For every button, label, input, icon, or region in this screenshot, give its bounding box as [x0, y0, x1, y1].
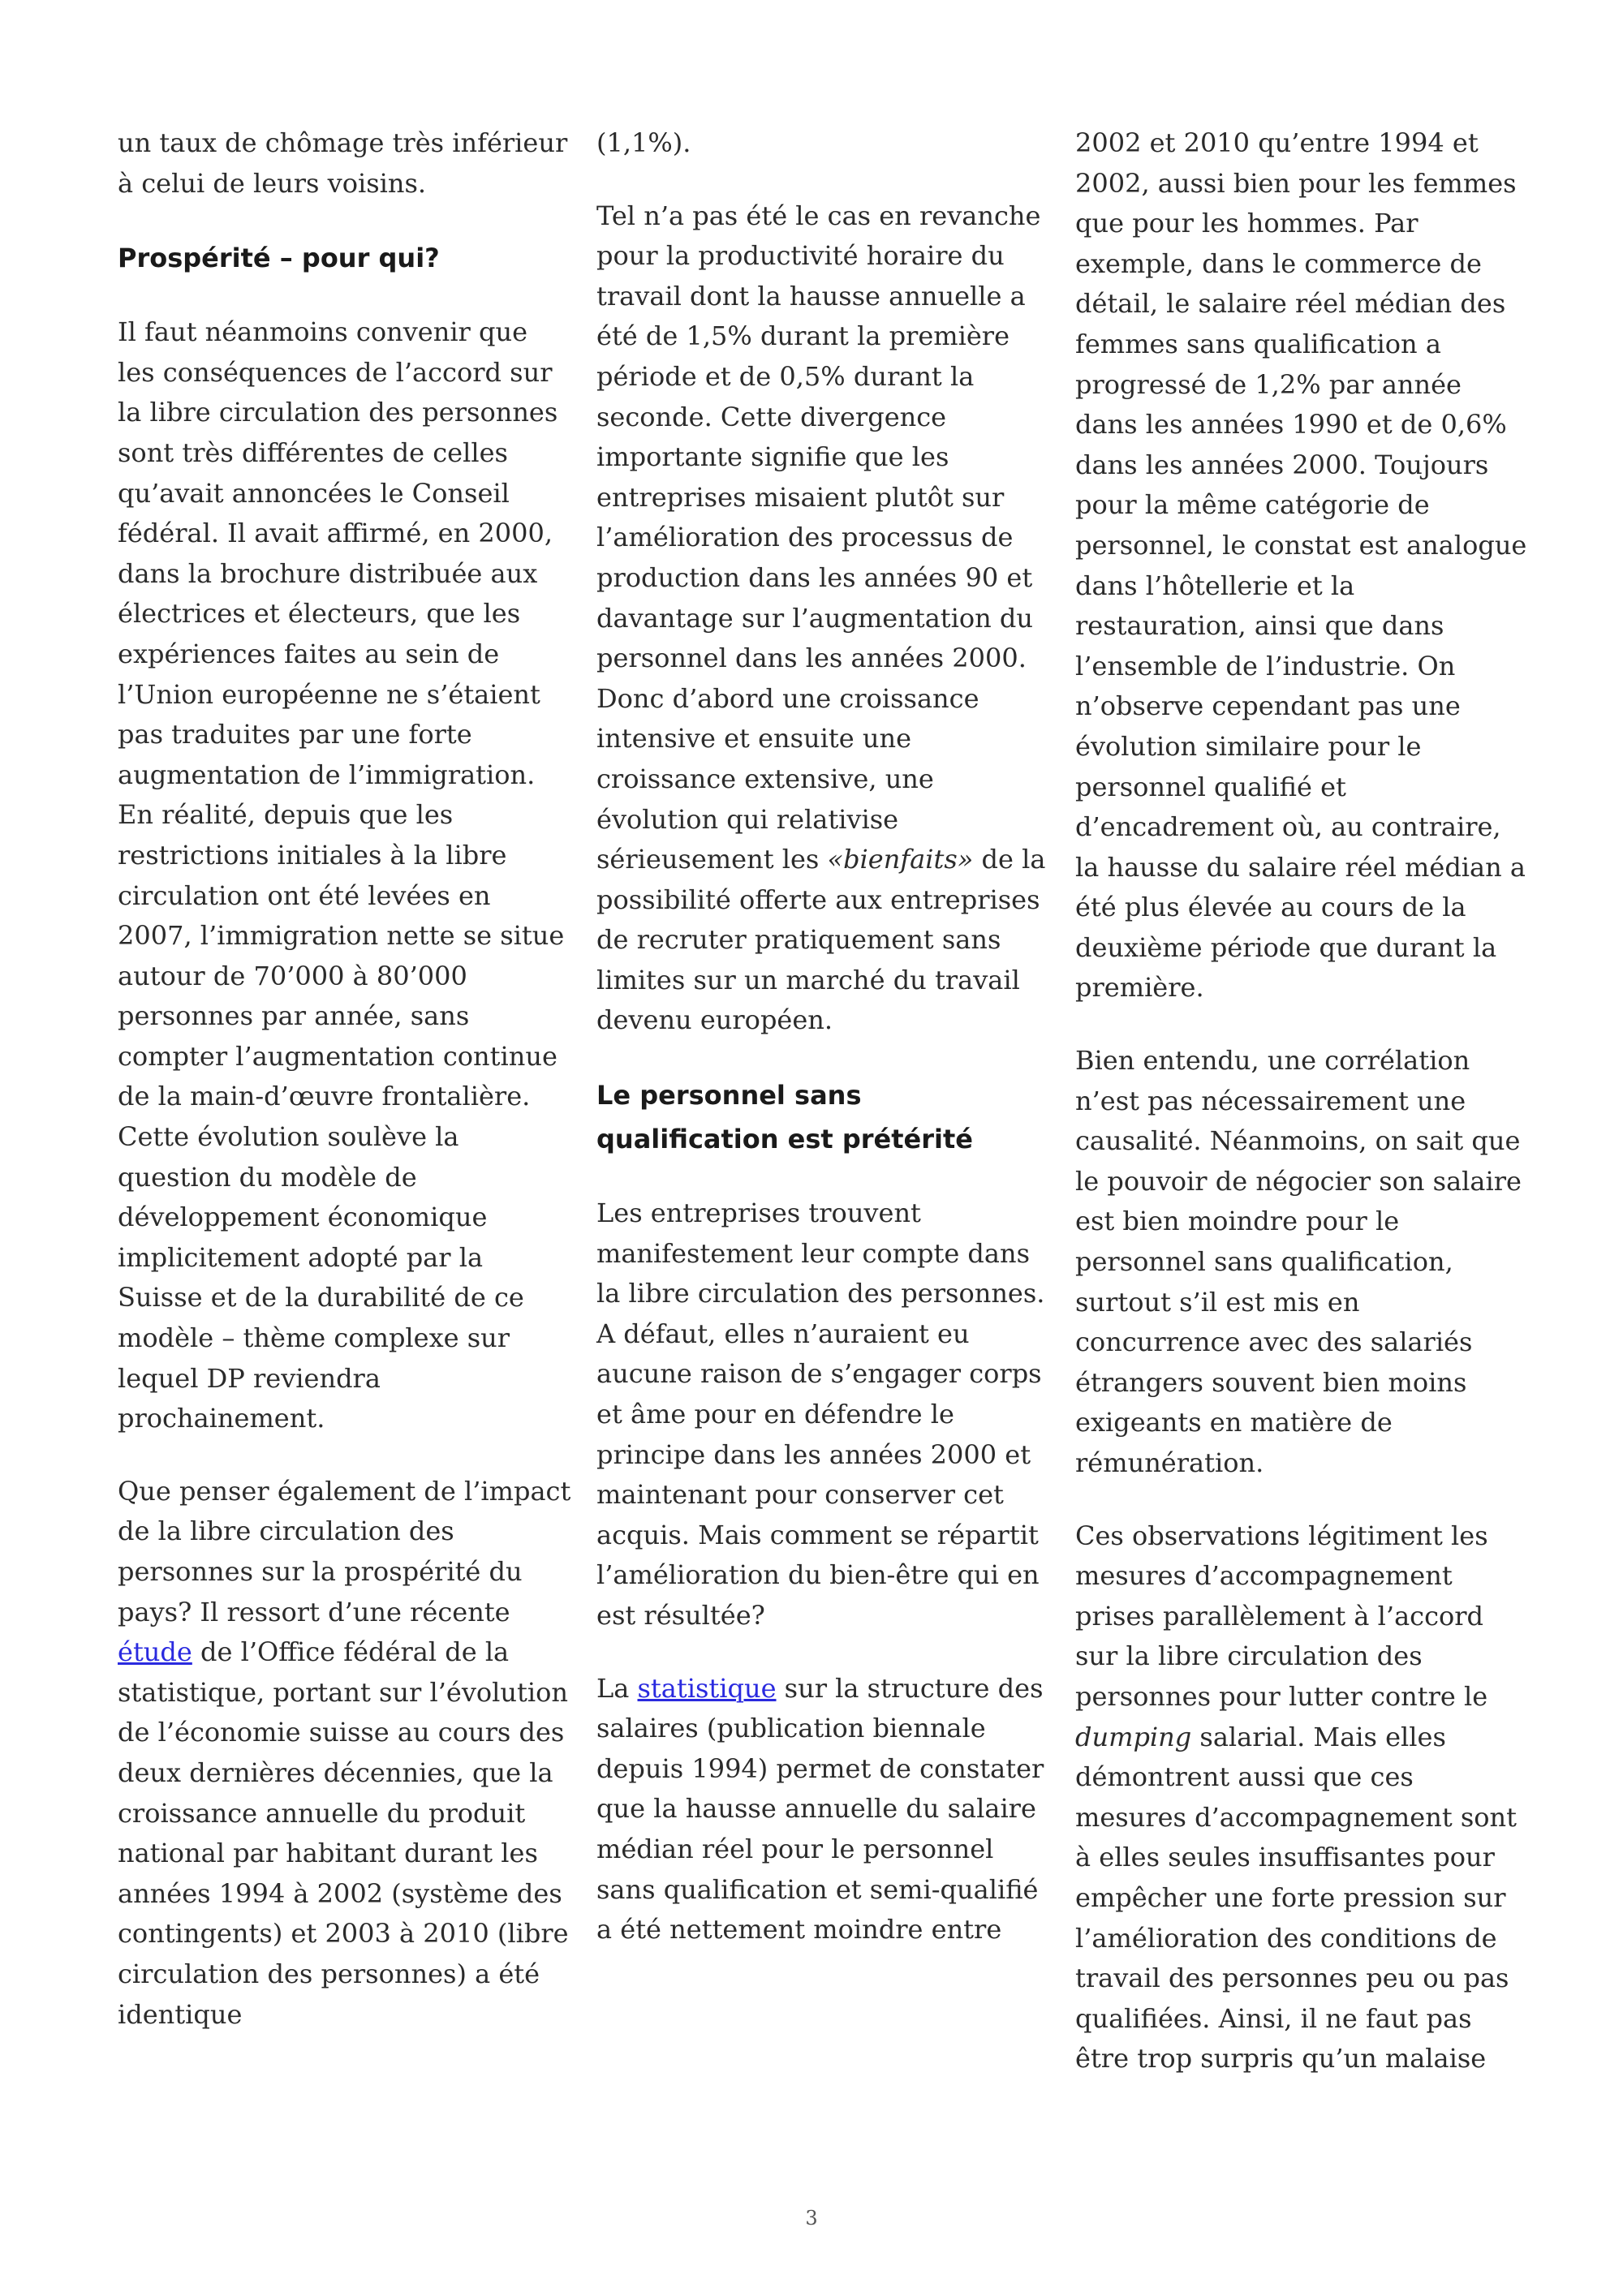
text-run: salarial. Mais elles démontrent aussi que ces mesures d’accompagnement sont à elles seules insuffisantes pour empêcher une forte pression sur l’amélioration des conditions de travail des personnes peu ou pas qualifiées. Ainsi, il ne faut pas être trop surpris qu’un malaise — [1075, 1721, 1517, 2075]
paragraph — [596, 196, 1051, 1041]
text-run: Ces observations légitiment les mesures d’accompagnement prises parallèlement à l’accord sur la libre circulation des personnes pour lutter contre le — [1075, 1520, 1488, 1712]
column-1 — [118, 123, 572, 2067]
text-run: Tel n’a pas été le cas en revanche pour la productivité horaire du travail dont la hausse annuelle a été de 1,5% durant la première période et de 0,5% durant la seconde. Cette divergence importante signifie que les entreprises misaient plutôt sur l’amélioration des processus de production dans les années 90 et davantage sur l’augmentation du personnel dans les années 2000. Donc d’abord une croissance intensive et ensuite une croissance extensive, une évolution qui relativise sérieusement les — [596, 200, 1041, 875]
text-run: de la possibilité offerte aux entreprises de recruter pratiquement sans limites sur un marché du travail devenu européen. — [596, 844, 1046, 1036]
paragraph — [118, 312, 572, 1439]
column-3 — [1075, 123, 1530, 2112]
page-number: 3 — [805, 2207, 818, 2229]
paragraph — [1075, 1041, 1530, 1484]
text-run: Le personnel sans qualification est prétérité — [596, 1080, 973, 1155]
inline-link[interactable]: statistique — [637, 1672, 777, 1704]
text-run: sur la structure des salaires (publication biennale depuis 1994) permet de constater que la hausse annuelle du salaire médian réel pour le personnel sans qualification et semi-qualifié a été nettement moindre entre — [596, 1672, 1044, 1946]
section-heading — [118, 236, 572, 280]
text-run: de l’Office fédéral de la statistique, portant sur l’évolution de l’économie suisse au cours des deux dernières décennies, que la croissance annuelle du produit national par habitant durant les années 1994 à 2002 (système des contingents) et 2003 à 2010 (libre circulation des personnes) a été identique — [118, 1636, 569, 2030]
column-2 — [596, 123, 1051, 1983]
paragraph — [118, 1472, 572, 2035]
text-run: La — [596, 1672, 638, 1704]
paragraph — [1075, 123, 1530, 1008]
section-heading — [596, 1073, 1051, 1161]
text-run: Les entreprises trouvent manifestement leur compte dans la libre circulation des personnes. A défaut, elles n’auraient eu aucune raison de s’engager corps et âme pour en défendre le principe dans les années 2000 et maintenant pour conserver cet acquis. Mais comment se répartit l’amélioration du bien-être qui en est résultée? — [596, 1197, 1045, 1631]
paragraph — [596, 1193, 1051, 1636]
text-run: (1,1%). — [596, 127, 691, 158]
paragraph — [118, 123, 572, 204]
text-run: 2002 et 2010 qu’entre 1994 et 2002, aussi bien pour les femmes que pour les hommes. Par exemple, dans le commerce de détail, le salaire réel médian des femmes sans qualification a progressé de 1,2% par année dans les années 1990 et de 0,6% dans les années 2000. Toujours pour la même catégorie de personnel, le constat est analogue dans l’hôtellerie et la restauration, ainsi que dans l’ensemble de l’industrie. On n’observe cependant pas une évolution similaire pour le personnel qualifié et d’encadrement où, au contraire, la hausse du salaire réel médian a été plus élevée au cours de la deuxième période que durant la première. — [1075, 127, 1527, 1004]
paragraph — [1075, 1516, 1530, 2079]
text-run: Il faut néanmoins convenir que les conséquences de l’accord sur la libre circulation des personnes sont très différentes de celles qu’avait annoncées le Conseil fédéral. Il avait affirmé, en 2000, dans la brochure distribuée aux électrices et électeurs, que les expériences faites au sein de l’Union européenne ne s’étaient pas traduites par une forte augmentation de l’immigration. En réalité, depuis que les restrictions initiales à la libre circulation ont été levées en 2007, l’immigration nette se situe autour de 70’000 à 80’000 personnes par année, sans compter l’augmentation continue de la main-d’œuvre frontalière. Cette évolution soulève la question du modèle de développement économique implicitement adopté par la Suisse et de la durabilité de ce modèle – thème complexe sur lequel DP reviendra prochainement. — [118, 316, 565, 1434]
text-run: Que penser également de l’impact de la libre circulation des personnes sur la prospérité du pays? Il ressort d’une récente — [118, 1475, 571, 1627]
inline-link[interactable]: étude — [118, 1636, 192, 1668]
emphasis-text: «bienfaits» — [827, 844, 974, 875]
emphasis-text: dumping — [1075, 1721, 1192, 1752]
paragraph — [596, 123, 1051, 164]
text-run: un taux de chômage très inférieur à celui de leurs voisins. — [118, 127, 568, 199]
paragraph — [596, 1669, 1051, 1950]
text-run: Prospérité – pour qui? — [118, 243, 440, 274]
text-run: Bien entendu, une corrélation n’est pas nécessairement une causalité. Néanmoins, on sait que le pouvoir de négocier son salaire est bien moindre pour le personnel sans qualification, surtout s’il est mis en concurrence avec des salariés étrangers souvent bien moins exigeants en matière de rémunération. — [1075, 1045, 1522, 1478]
